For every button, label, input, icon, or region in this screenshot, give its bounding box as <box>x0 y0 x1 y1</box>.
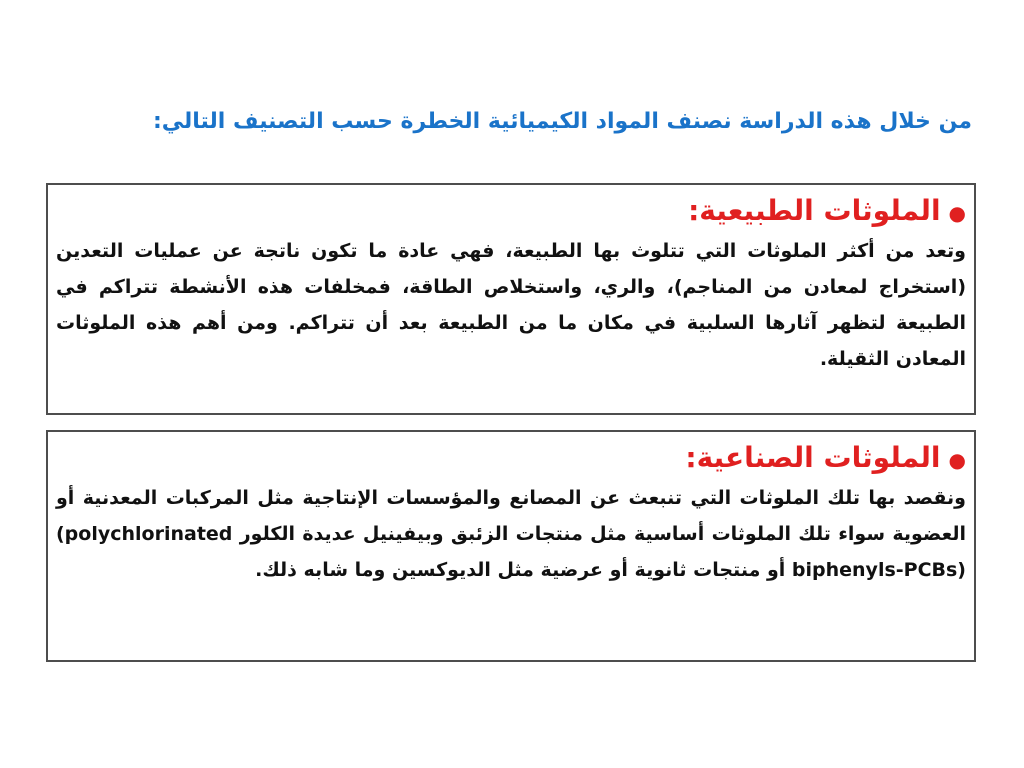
bullet-icon: ● <box>948 201 966 225</box>
industrial-body-part1: ونقصد بها تلك الملوثات التي تنبعث عن المصانع والمؤسسات الإنتاجية مثل المركبات المعدنية أو العضوية سواء تلك الملوثات أساسية مثل منتجات الزئبق وبيفينيل عديدة الكلور <box>56 487 966 545</box>
natural-pollutants-box <box>46 183 976 415</box>
natural-pollutants-title <box>56 191 966 233</box>
industrial-pollutants-box <box>46 430 976 662</box>
natural-pollutants-title-text: الملوثات الطبيعية: <box>688 194 941 227</box>
industrial-pollutants-body <box>56 480 966 588</box>
bullet-icon: ● <box>948 448 966 472</box>
industrial-pollutants-title <box>56 438 966 480</box>
industrial-pollutants-title-text: الملوثات الصناعية: <box>685 441 941 474</box>
intro-heading: من خلال هذه الدراسة نصنف المواد الكيميائية الخطرة حسب التصنيف التالي: <box>152 109 972 134</box>
natural-pollutants-body: وتعد من أكثر الملوثات التي تتلوث بها الطبيعة، فهي عادة ما تكون ناتجة عن عمليات التعدين (استخراج لمعادن من المناجم)، والري، واستخلاص الطاقة، فمخلفات هذه الأنشطة تتراكم في الطبيعة لتظهر آثارها السلبية في مكان ما من الطبيعة بعد أن تتراكم. ومن أهم هذه الملوثات المعادن الثقيلة. <box>56 240 966 370</box>
industrial-body-part2: أو منتجات ثانوية أو عرضية مثل الديوكسين وما شابه ذلك. <box>255 559 786 581</box>
pcbs-term: (polychlorinated biphenyls-PCBs) <box>56 523 966 581</box>
